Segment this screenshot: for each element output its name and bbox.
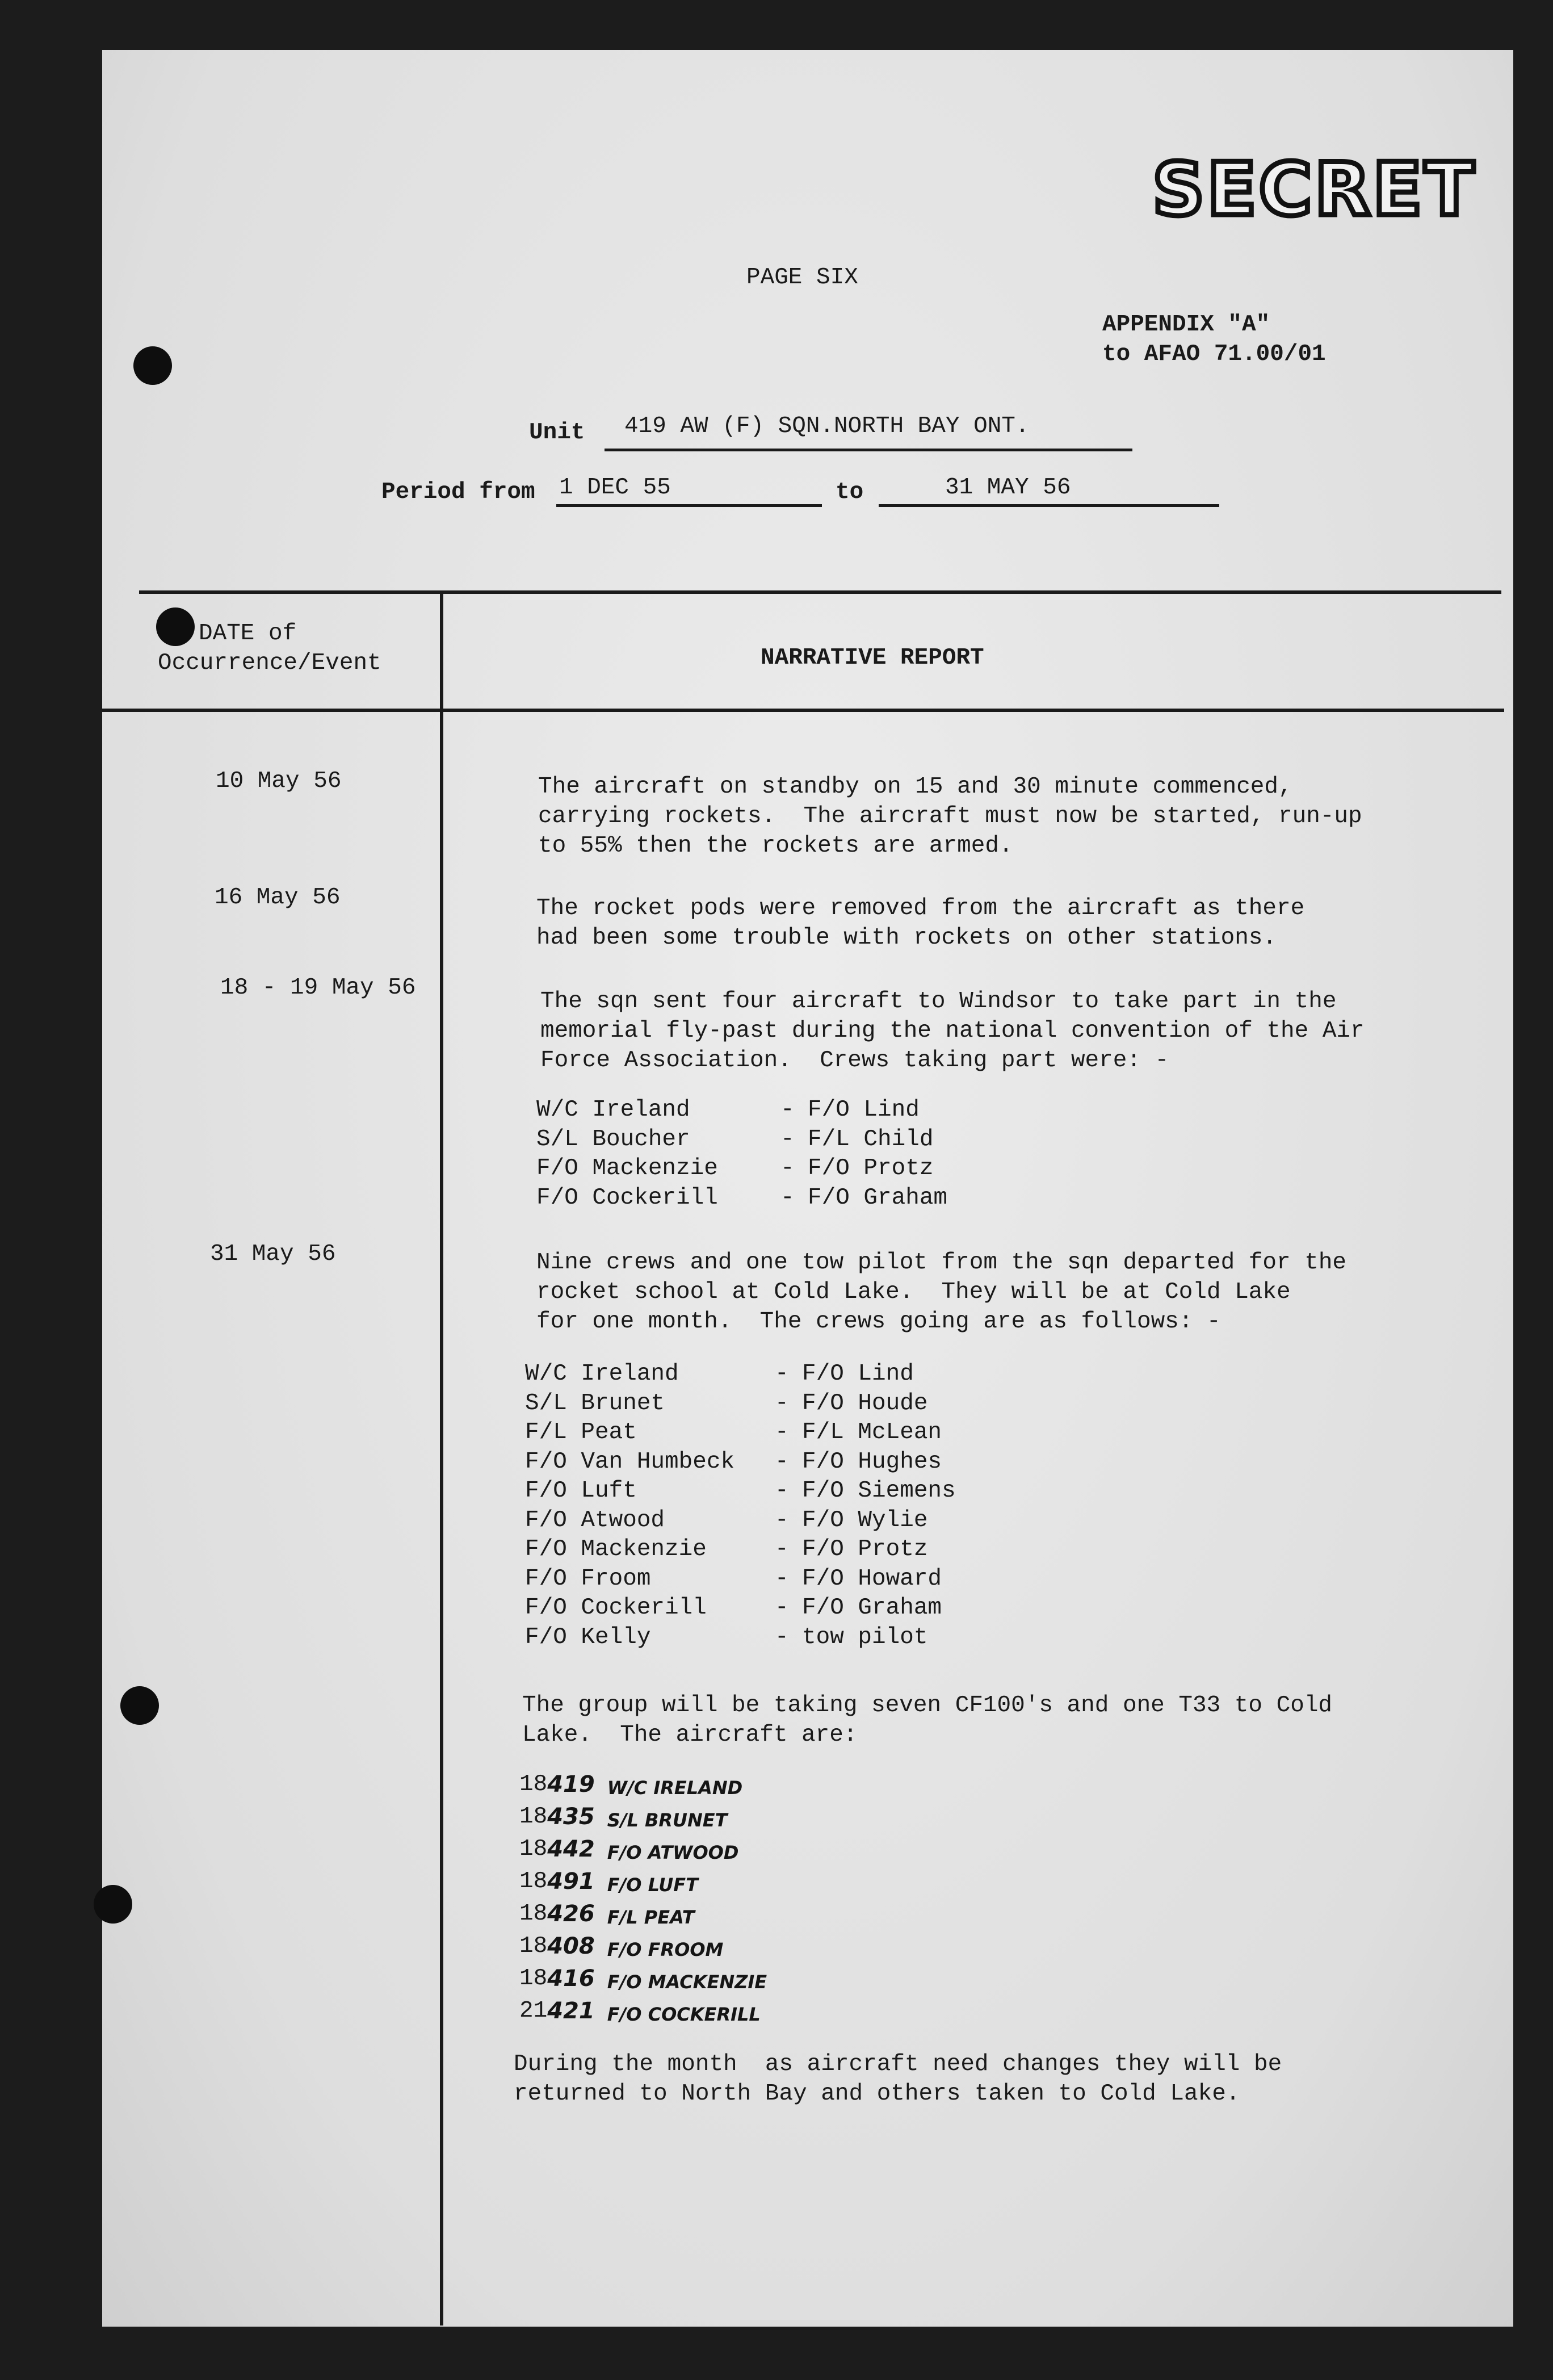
aircraft-row: 18 491 F/O LUFT xyxy=(519,1868,698,1896)
entry-date-3: 18 - 19 May 56 xyxy=(220,975,416,1001)
aircraft-row: 21 421 F/O COCKERILL xyxy=(519,1998,761,2025)
binder-hole-2 xyxy=(156,607,195,646)
period-to-value: 31 MAY 56 xyxy=(945,475,1071,501)
binder-hole-3 xyxy=(120,1686,159,1725)
aircraft-row: 18 416 F/O MACKENZIE xyxy=(519,1966,767,1993)
crew-row: F/O Cockerill - F/O Graham xyxy=(536,1184,948,1211)
entry-date-1: 10 May 56 xyxy=(216,768,342,794)
aircraft-intro-text: The group will be taking seven CF100's and one T33 to Cold Lake. The aircraft are: xyxy=(522,1692,1333,1748)
aircraft-row: 18 408 F/O FROOM xyxy=(519,1933,724,1960)
narrative-header: NARRATIVE REPORT xyxy=(761,645,984,671)
unit-underline xyxy=(605,449,1132,451)
period-to-label: to xyxy=(836,479,864,505)
crew-row: F/O Kelly - tow pilot xyxy=(525,1624,928,1650)
aircraft-row: 18 435 S/L BRUNET xyxy=(519,1804,728,1831)
period-from-value: 1 DEC 55 xyxy=(559,475,671,501)
crew-row: F/O Mackenzie - F/O Protz xyxy=(525,1536,928,1562)
entry-4-crew-list xyxy=(525,1360,956,1652)
aircraft-list xyxy=(519,1770,767,2029)
secret-stamp: SECRET xyxy=(1152,148,1476,232)
period-from-label: Period from xyxy=(381,479,535,505)
entry-3-text: The sqn sent four aircraft to Windsor to take part in the memorial fly-past during the national convention of the Air Force Association. Crews taking part were: - xyxy=(540,988,1365,1074)
table-column-divider xyxy=(440,594,443,2325)
appendix-line-1: APPENDIX "A" xyxy=(1102,312,1270,338)
crew-row: F/O Van Humbeck - F/O Hughes xyxy=(525,1448,942,1475)
closing-text: During the month as aircraft need changes they will be returned to North Bay and others taken to Cold Lake. xyxy=(514,2051,1282,2107)
binder-hole-4 xyxy=(94,1885,132,1924)
entry-date-4: 31 May 56 xyxy=(210,1241,336,1267)
crew-row: S/L Brunet - F/O Houde xyxy=(525,1390,928,1417)
crew-row: F/O Luft - F/O Siemens xyxy=(525,1478,956,1504)
crew-row: F/O Cockerill - F/O Graham xyxy=(525,1595,942,1621)
period-from-underline xyxy=(556,504,822,507)
crew-row: F/O Froom - F/O Howard xyxy=(525,1565,942,1592)
entry-date-2: 16 May 56 xyxy=(215,885,341,911)
table-top-rule xyxy=(139,590,1501,594)
unit-label: Unit xyxy=(529,420,585,446)
aircraft-row: 18 442 F/O ATWOOD xyxy=(519,1836,739,1863)
aircraft-row: 18 426 F/L PEAT xyxy=(519,1901,695,1928)
unit-value: 419 AW (F) SQN.NORTH BAY ONT. xyxy=(624,413,1030,439)
entry-2-text: The rocket pods were removed from the aircraft as there had been some trouble with rockets on other stations. xyxy=(536,895,1305,951)
crew-row: F/O Atwood - F/O Wylie xyxy=(525,1507,928,1533)
page-label: PAGE SIX xyxy=(746,265,858,291)
entry-1-text: The aircraft on standby on 15 and 30 minute commenced, carrying rockets. The aircraft must now be started, run-up to 55% then the rockets are armed. xyxy=(538,774,1362,859)
aircraft-row: 18 419 W/C IRELAND xyxy=(519,1771,743,1799)
entry-3-crew-list xyxy=(536,1096,947,1213)
crew-row: W/C Ireland - F/O Lind xyxy=(536,1097,920,1123)
entry-4-text: Nine crews and one tow pilot from the sqn departed for the rocket school at Cold Lake. They will be at Cold Lake for one month. The crews going are as follows: - xyxy=(536,1250,1347,1335)
period-to-underline xyxy=(879,504,1219,507)
crew-row: S/L Boucher - F/L Child xyxy=(536,1126,934,1153)
date-header-line-2: Occurrence/Event xyxy=(158,650,381,676)
date-header-line-1: DATE of xyxy=(199,621,297,647)
table-header-rule xyxy=(102,709,1504,712)
appendix-line-2: to AFAO 71.00/01 xyxy=(1102,341,1326,367)
crew-row: W/C Ireland - F/O Lind xyxy=(525,1361,914,1387)
binder-hole-1 xyxy=(133,346,172,385)
crew-row: F/O Mackenzie - F/O Protz xyxy=(536,1155,934,1181)
crew-row: F/L Peat - F/L McLean xyxy=(525,1419,942,1445)
